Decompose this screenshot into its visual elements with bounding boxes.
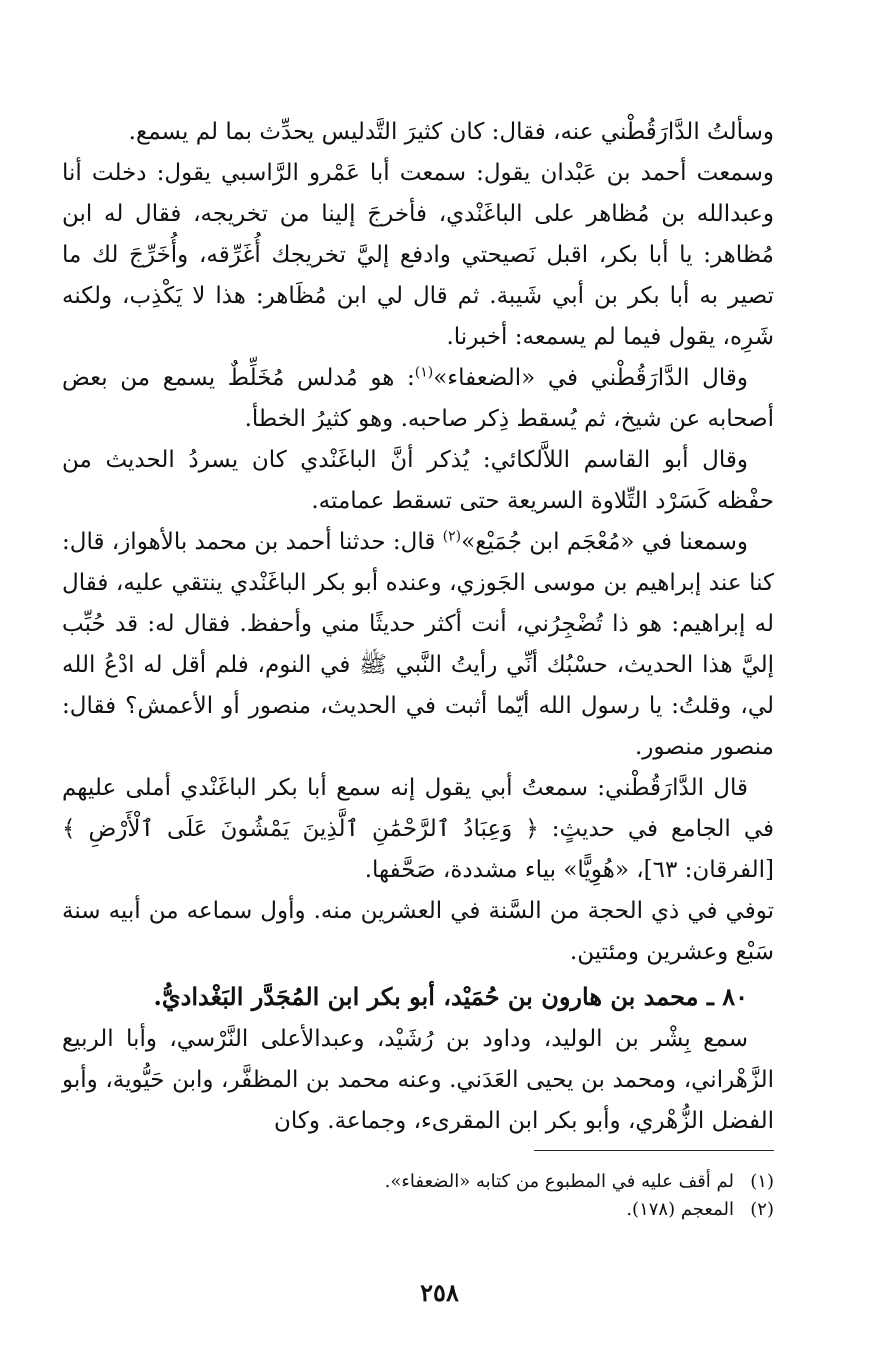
paragraph: وسمعت أحمد بن عَبْدان يقول: سمعت أبا عَمْرو الرَّاسبي يقول: دخلت أنا وعبدالله بن مُظاهر على الباغَنْدي، فأخرجَ إلينا من تخريجه، فقال له ابن مُظاهر: يا أبا بكر، اقبل نَصيحتي وادفع إليَّ تخريجك أُغَرِّقه، وأُخَرِّجَ لك ما تصير به أبا بكر بن أبي شَيبة. ثم قال لي ابن مُظَاهر: هذا لا يَكْذِب، ولكنه شَرِه، يقول فيما لم يسمعه: أخبرنا. <box>62 160 774 350</box>
page-number: ٢٥٨ <box>420 1278 459 1307</box>
biography-heading: ٨٠ ـ محمد بن هارون بن حُمَيْد، أبو بكر ابن المُجَدَّر البَغْداديُّ. <box>153 982 748 1011</box>
paragraph-text: وقال الدَّارَقُطْني في «الضعفاء» <box>433 365 749 391</box>
footnote-divider <box>534 1150 774 1151</box>
footnote-ref-2[interactable]: (٢) <box>442 528 462 545</box>
main-text <box>62 112 774 1142</box>
page-body <box>62 112 774 1142</box>
footnote-text: المعجم (١٧٨). <box>626 1199 734 1220</box>
paragraph: وقال أبو القاسم اللاَّلكائي: يُذكر أنَّ الباغَنْدي كان يسردُ الحديث من حفْظه كَسَرْد التِّلاوة السريعة حتى تسقط عمامته. <box>62 447 774 514</box>
footnote-text: لم أقف عليه في المطبوع من كتابه «الضعفاء». <box>384 1171 734 1192</box>
paragraph: قال الدَّارَقُطْني: سمعتُ أبي يقول إنه سمع أبا بكر الباغَنْدي أملى عليهم في الجامع في حديثٍ: ﴿ وَعِبَادُ ٱلرَّحْمَٰنِ ٱلَّذِينَ يَمْشُونَ عَلَى ٱلْأَرْضِ ﴾ [الفرقان: ٦٣]، «هُوِيًّا» بياء مشددة، صَحَّفها. <box>62 775 774 883</box>
paragraph-text: : هو مُدلس مُخَلِّطٌ يسمع من بعض أصحابه عن شيخ، ثم يُسقط ذِكر صاحبه. وهو كثيرُ الخطأ. <box>62 365 774 432</box>
paragraph-text: وسمعنا في «مُعْجَم ابن جُمَيْع» <box>461 529 749 555</box>
paragraph: وسألتُ الدَّارَقُطْني عنه، فقال: كان كثيرَ التَّدليس يحدِّث بما لم يسمع. <box>128 119 774 145</box>
biography-text: سمع بِشْر بن الوليد، وداود بن رُشَيْد، وعبدالأعلى النَّرْسي، وأبا الربيع الزَّهْراني، ومحمد بن يحيى العَدَني. وعنه محمد بن المظفَّر، وابن حَيُّوية، وأبو الفضل الزُّهْري، وأبو بكر ابن المقرىء، وجماعة. وكان <box>62 1026 774 1134</box>
paragraph <box>62 522 774 768</box>
footnote-item <box>114 1168 774 1196</box>
footnote-ref-1[interactable]: (١) <box>414 364 434 381</box>
paragraph: توفي في ذي الحجة من السَّنة في العشرين منه. وأول سماعه من أبيه سنة سَبْع وعشرين ومئتين. <box>62 898 774 965</box>
footnotes <box>114 1168 774 1224</box>
footnote-number: (١) <box>750 1171 774 1192</box>
paragraph-text: قال: حدثنا أحمد بن محمد بالأهواز، قال: كنا عند إبراهيم بن موسى الجَوزي، وعنده أبو بكر الباغَنْدي ينتقي عليه، فقال له إبراهيم: هو ذا تُضْجِرُني، أنت أكثر حديثًا مني وأحفظ. فقال له: قد حُبِّب إليَّ هذا الحديث، حسْبُك أنِّي رأيتُ النَّبي ﷺ في النوم، فلم أقل له ادْعُ الله لي، وقلتُ: يا رسول الله أيّما أثبت في الحديث، منصور أو الأعمش؟ فقال: منصور منصور. <box>62 529 774 760</box>
paragraph <box>62 358 774 440</box>
footnote-item <box>114 1196 774 1224</box>
footnote-number: (٢) <box>750 1199 774 1220</box>
